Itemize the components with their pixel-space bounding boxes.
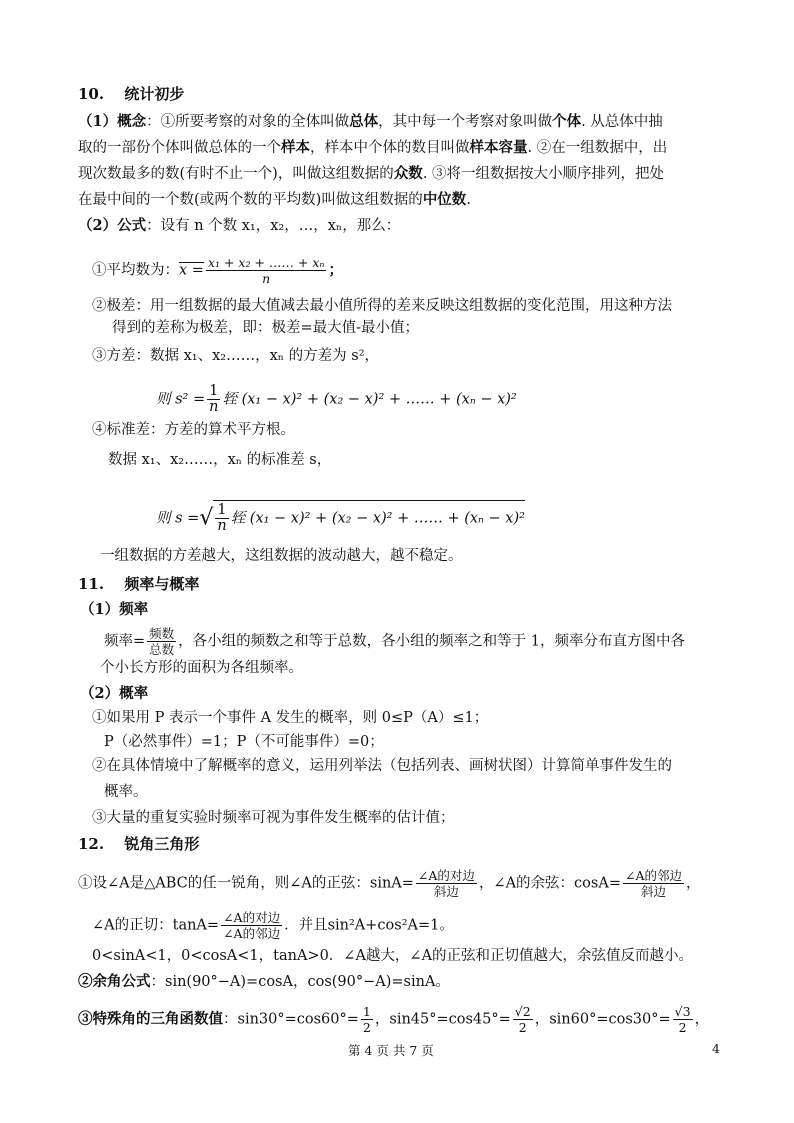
probability-line-1: ①如果用 P 表示一个事件 A 发生的概率，则 0≤P（A）≤1； [92, 710, 489, 726]
concept-line-1 [78, 112, 663, 132]
text: ， [686, 875, 701, 892]
text: 取的一部份个体叫做总体的一个 [78, 140, 281, 156]
frequency-line-2: 个小长方形的面积为各组频率。 [100, 660, 303, 676]
mean-symbol: x = [179, 262, 204, 279]
formula-intro [78, 216, 400, 236]
sd-line: 数据 x₁、x₂……，xₙ 的标准差 s， [108, 452, 332, 468]
sd-terms: 轾 (x₁ − x)² + (x₂ − x)² + …… + (xₙ − x)² [230, 510, 525, 527]
term-mode: 众数 [393, 165, 423, 182]
one-over-n [215, 503, 228, 534]
term-individual: 个体 [552, 113, 582, 130]
one-over-n [207, 384, 220, 415]
fraction-numerator: 1 [362, 1004, 371, 1019]
sd-title: ④标准差：方差的算术平方根。 [92, 422, 295, 438]
variance-line: ③方差：数据 x₁、x₂……，xₙ 的方差为 s²， [92, 348, 380, 364]
variance-terms: 轾 (x₁ − x)² + (x₂ − x)² + …… + (xₙ − x)² [222, 391, 517, 408]
fraction-numerator: 1 [215, 503, 228, 519]
probability-line-5: ③大量的重复实验时频率可视为事件发生概率的估计值； [92, 810, 455, 826]
trig-line-3: 0<sinA<1，0<cosA<1，tanA>0．∠A越大，∠A的正弦和正切值越大，余弦值反而越小。 [92, 948, 694, 964]
term-sample-size: 样本容量 [469, 139, 528, 156]
range-line-1: ②极差：用一组数据的最大值减去最小值所得的差来反映这组数据的变化范围，用这种方法 [92, 298, 672, 314]
text: . 从总体中抽 [581, 114, 663, 130]
complement-formula-label: ②余角公式 [78, 973, 151, 990]
term-total: 总体 [349, 113, 379, 130]
fraction-numerator: 频数 [149, 626, 175, 641]
text: ，∠A的余弦：cosA= [478, 875, 621, 892]
text: . ②在一组数据中，出 [527, 140, 668, 156]
text: ：设有 n 个数 x₁，x₂，…，xₙ，那么： [146, 218, 401, 234]
text: ； [328, 261, 343, 279]
variance-note: 一组数据的方差越大，这组数据的波动越大，越不稳定。 [100, 548, 463, 564]
text: ， [694, 1011, 710, 1028]
range-line-2: 得到的差称为极差，即：极差=最大值-最小值； [112, 320, 420, 336]
probability-line-3: ②在具体情境中了解概率的意义，运用列举法（包括列表、画树状图）计算简单事件发生的 [92, 758, 672, 774]
text: ．并且sin²A+cos²A=1。 [284, 917, 454, 934]
text: ，sin60°=cos30°= [534, 1011, 671, 1028]
fraction-denominator: 2 [518, 1020, 527, 1035]
frequency-line-1 [104, 626, 685, 657]
fraction-denominator: 斜边 [640, 884, 666, 899]
fraction-numerator: 1 [207, 384, 220, 400]
text: ：sin(90°−A)=cosA，cos(90°−A)=sinA。 [150, 974, 450, 990]
text: ，sin45°=cos45°= [374, 1011, 511, 1028]
mean-formula [92, 255, 343, 286]
concept-label: （1）概念 [78, 113, 147, 130]
footer-page-number: 4 [712, 1041, 720, 1056]
fraction-numerator: ∠A的邻边 [624, 868, 682, 883]
text: ，样本中个体的数目叫做 [310, 140, 470, 156]
fraction-denominator: 总数 [149, 642, 175, 657]
sd-lhs: 则 s = [156, 510, 200, 527]
term-sample: 样本 [281, 139, 310, 156]
variance-formula [156, 384, 517, 415]
section-10-heading: 10. 统计初步 [78, 85, 185, 103]
text: ∠A的正切：tanA= [92, 917, 220, 934]
fraction-numerator: √3 [674, 1004, 691, 1019]
text: . [466, 192, 471, 208]
sin-fraction [416, 868, 477, 899]
mean-fraction [206, 255, 327, 286]
text: . ③将一组数据按大小顺序排列，把处 [422, 166, 665, 182]
probability-label: （2）概率 [80, 685, 149, 702]
fraction-numerator: ∠A的对边 [223, 910, 281, 925]
sd-formula [156, 500, 525, 534]
fraction-denominator: 斜边 [433, 884, 459, 899]
concept-line-2 [78, 138, 667, 158]
radicand [213, 500, 525, 534]
fraction-denominator: n [262, 271, 271, 286]
fraction-denominator: n [217, 518, 227, 534]
formula-label: （2）公式 [78, 217, 147, 234]
trig-line-5 [78, 1004, 709, 1035]
footer-page-info: 第 4 页 共 7 页 [348, 1043, 434, 1058]
radical-icon: √ [199, 505, 214, 531]
fraction-numerator: √2 [514, 1004, 531, 1019]
text: ，各小组的频数之和等于总数，各小组的频率之和等于 1，频率分布直方图中各 [178, 633, 686, 650]
value-fraction-3 [673, 1004, 693, 1035]
text: ①平均数为： [92, 262, 179, 279]
value-fraction-2 [513, 1004, 533, 1035]
text: ①设∠A是△ABC的任一锐角，则∠A的正弦：sinA= [78, 875, 414, 892]
trig-line-4 [78, 972, 450, 992]
text: ，其中每一个考察对象叫做 [378, 114, 553, 130]
fraction-denominator: 2 [362, 1020, 371, 1035]
fraction-denominator: ∠A的邻边 [223, 926, 281, 941]
text: 现次数最多的数(有时不止一个)，叫做这组数据的 [78, 166, 394, 182]
probability-line-4: 概率。 [104, 784, 148, 800]
concept-line-3 [78, 164, 664, 184]
term-median: 中位数 [422, 191, 467, 208]
concept-line-4 [78, 190, 471, 210]
trig-line-2 [92, 910, 454, 941]
fraction-denominator: 2 [678, 1020, 687, 1035]
frequency-label: （1）频率 [80, 601, 149, 618]
fraction-numerator: x₁ + x₂ + …… + xₙ [207, 255, 325, 270]
cos-fraction [623, 868, 684, 899]
fraction-numerator: ∠A的对边 [417, 868, 475, 883]
fraction-denominator: n [209, 399, 219, 415]
text: ：sin30°=cos60°= [223, 1011, 359, 1028]
probability-line-2: P（必然事件）=1；P（不可能事件）=0； [104, 734, 384, 750]
special-angles-label: ③特殊角的三角函数值 [78, 1010, 223, 1028]
tan-fraction [221, 910, 282, 941]
section-11-heading: 11. 频率与概率 [78, 575, 200, 593]
text: 在最中间的一个数(或两个数的平均数)叫做这组数据的 [78, 192, 423, 208]
text: ：①所要考察的对象的全体叫做 [146, 114, 350, 130]
variance-lhs: 则 s² = [156, 391, 206, 408]
section-12-heading: 12. 锐角三角形 [78, 835, 200, 853]
value-fraction-1 [361, 1004, 373, 1035]
frequency-fraction [147, 626, 176, 657]
text: 频率= [104, 633, 146, 650]
trig-line-1 [78, 868, 701, 899]
